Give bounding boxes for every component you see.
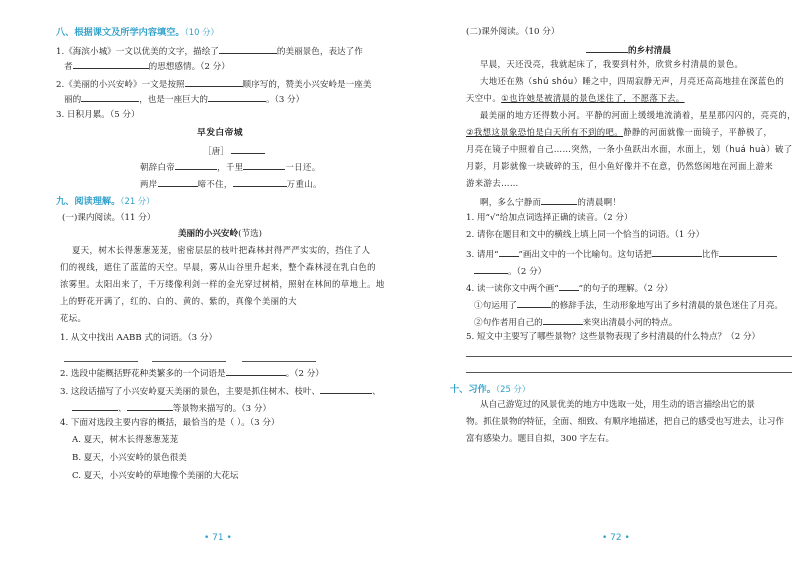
reading2-q2: 2. 请你在题目和文中的横线上填上同一个恰当的词语。（1 分）	[466, 230, 705, 240]
reading2-q4-sub2: ②句作者用自己的 来突出清晨小河的特点。	[474, 315, 677, 329]
q4-blank1[interactable]	[517, 298, 551, 308]
q3-blank3[interactable]	[474, 264, 508, 274]
s9-q4-option-b[interactable]: B. 夏天，小兴安岭的景色很美	[72, 453, 187, 463]
sentence-2-underlined: ②我想这景象恐怕是白天所有不到的吧。	[466, 127, 624, 137]
s9-q3-blank3[interactable]	[127, 401, 173, 411]
poem-title: 早发白帝城	[197, 128, 243, 138]
s9-passage-line4: 上的野花开满了，红的、白的、黄的、紫的，真像个美丽的大	[60, 296, 297, 306]
reading2-q3-line1: 3. 请用“ ”画出文中的一个比喻句。这句话把 比作	[466, 247, 777, 261]
s9-q3-line2: 、 等景物来描写的。（3 分）	[72, 401, 271, 415]
s9-q1-answer-line3[interactable]	[242, 361, 316, 362]
s9-q2: 2. 选段中能概括野花种类繁多的一个词语是 。（2 分）	[60, 366, 324, 380]
s9-q3-blank2[interactable]	[72, 401, 118, 411]
s9-q3-blank1[interactable]	[320, 384, 372, 394]
q3-mark-sample	[499, 247, 519, 257]
reading2-line4: 最美丽的地方还得数小河。平静的河面上缓缓地流淌着，星星那闪闪的，亮亮的，	[480, 110, 796, 120]
section-10-heading: 十、习作。（25 分）	[450, 384, 531, 395]
writing-prompt-line3: 富有感染力。题目自拟，300 字左右。	[466, 434, 615, 444]
s9-q4-option-a[interactable]: A. 夏天，树木长得葱葱茏茏	[72, 435, 179, 445]
reading2-q4: 4. 读一读你文中两个画“ ”的句子的理解。（2 分）	[466, 281, 673, 295]
reading2-line2: 大地还在熟（shú shóu）睡之中，四周寂静无声，月亮还高高地挂在深蓝色的	[480, 76, 785, 86]
poem-line1: 朝辞白帝 ，千里 一日还。	[140, 162, 321, 172]
title-blank[interactable]	[586, 43, 628, 53]
s9-q1-answer-line1[interactable]	[64, 361, 138, 362]
reading2-line9: 啊，多么宁静而 的清晨啊！	[480, 197, 622, 207]
reading2-q3-line2: 。（2 分）	[474, 264, 546, 278]
passage-blank[interactable]	[541, 195, 577, 205]
s9-passage-line1: 夏天，树木长得葱葱茏茏，密密层层的枝叶把森林封得严严实实的，挡住了人	[72, 245, 371, 255]
reading2-subheading: (二)课外阅读。（10 分）	[466, 27, 560, 37]
page-number-left: • 71 •	[204, 533, 232, 543]
q4-blank2[interactable]	[543, 315, 583, 325]
s9-passage-title: 美丽的小兴安岭(节选)	[177, 229, 263, 239]
reading2-line7: 月影，月影就像一块破碎的玉，但小鱼好像并不在意，仍然悠闲地在河面上游来	[466, 161, 774, 171]
s9-subheading: (一)课内阅读。（11 分）	[62, 213, 156, 223]
s9-q1: 1. 从文中找出 AABB 式的词语。（3 分）	[60, 333, 218, 343]
sentence-1-underlined: ①也许她是被清晨的景色迷住了，不愿落下去。	[501, 93, 685, 103]
poem-blank2[interactable]	[243, 160, 285, 170]
q4-mark-sample	[559, 281, 579, 291]
section-9-heading: 九、阅读理解。（21 分）	[56, 196, 155, 207]
s8-q2-line1: 2.《美丽的小兴安岭》一文是按照 顺序写的，赞美小兴安岭是一座美	[56, 77, 371, 91]
s9-q1-answer-line2[interactable]	[152, 361, 226, 362]
q5-answer-line2[interactable]	[466, 372, 792, 373]
s9-q4: 4. 下面对选段主要内容的概括，最恰当的是（ ）。（3 分）	[60, 418, 280, 428]
reading2-line5: ②我想这景象恐怕是白天所有不到的吧。静静的河面就像一面镜子，平静极了，	[466, 127, 773, 137]
s9-q3-line1: 3. 这段话描写了小兴安岭夏天美丽的景色，主要是抓住树木、枝叶、 、	[60, 384, 381, 398]
q5-answer-line1[interactable]	[466, 356, 792, 357]
reading2-title: 的乡村清晨	[586, 43, 671, 57]
s8-q2-blank1[interactable]	[185, 77, 243, 87]
s8-q1-line1: 1.《海滨小城》一文以优美的文字，描绘了 的美丽景色，表达了作	[56, 44, 363, 58]
poem-blank3[interactable]	[158, 177, 198, 187]
poem-blank1[interactable]	[175, 160, 217, 170]
s9-q2-blank[interactable]	[226, 366, 286, 376]
poem-line2: 两岸 啼不住， 万重山。	[140, 179, 322, 189]
poem-blank4[interactable]	[233, 177, 287, 187]
s8-q1-blank1[interactable]	[219, 44, 277, 54]
q3-blank1[interactable]	[652, 247, 702, 257]
section-8-heading: 八、根据课文及所学内容填空。（10 分）	[56, 27, 219, 38]
s8-q2-blank2[interactable]	[81, 92, 139, 102]
s9-passage-line3: 浓雾里。太阳出来了，千万缕像利剑一样的金光穿过树梢，照射在林间的草地上。地	[60, 279, 385, 289]
reading2-line1: 早晨，天还没亮，我就起床了，我要到村外，欣赏乡村清晨的景色。	[480, 59, 744, 69]
page-number-right: • 72 •	[602, 533, 630, 543]
reading2-line8: 游来游去……	[466, 178, 519, 188]
writing-prompt-line1: 从自己游览过的风景优美的地方中选取一处，用生动的语言描绘出它的景	[480, 400, 756, 410]
s8-q1-blank2[interactable]	[73, 59, 149, 69]
s8-q2-blank3[interactable]	[208, 92, 266, 102]
s9-q4-option-c[interactable]: C. 夏天，小兴安岭的草地像个美丽的大花坛	[72, 471, 239, 481]
reading2-line3: 天空中。①也许她是被清晨的景色迷住了，不愿落下去。	[466, 93, 685, 103]
poem-author-blank[interactable]	[231, 144, 265, 154]
s8-q3: 3. 日积月累。（5 分）	[56, 110, 140, 120]
reading2-q4-sub1: ①句运用了 的修辞手法，生动形象地写出了乡村清晨的景色迷住了月亮。	[474, 298, 783, 312]
q3-blank2[interactable]	[719, 247, 777, 257]
reading2-line6: 月亮在镜子中照着自己……突然，一条小鱼跃出水面，水面上，划（huá huà）破了	[466, 144, 793, 154]
s8-q2-line2: 丽的 ，也是一座巨大的 。（3 分）	[64, 92, 304, 106]
s9-passage-line5: 花坛。	[60, 313, 87, 323]
s9-passage-line2: 们的视线，遮住了蓝蓝的天空。早晨，雾从山谷里升起来，整个森林浸在乳白色的	[60, 262, 376, 272]
poem-dynasty: ［唐］	[203, 144, 265, 158]
reading2-q1: 1. 用“√”给加点词选择正确的读音。（2 分）	[466, 213, 633, 223]
s8-q1-line2: 者 的思想感情。（2 分）	[64, 59, 230, 73]
writing-prompt-line2: 物。抓住景物的特征，全面、细致、有顺序地描述，把自己的感受也写进去，让习作	[466, 417, 784, 427]
reading2-q5: 5. 短文中主要写了哪些景物？这些景物表现了乡村清晨的什么特点？（2 分）	[466, 332, 761, 342]
